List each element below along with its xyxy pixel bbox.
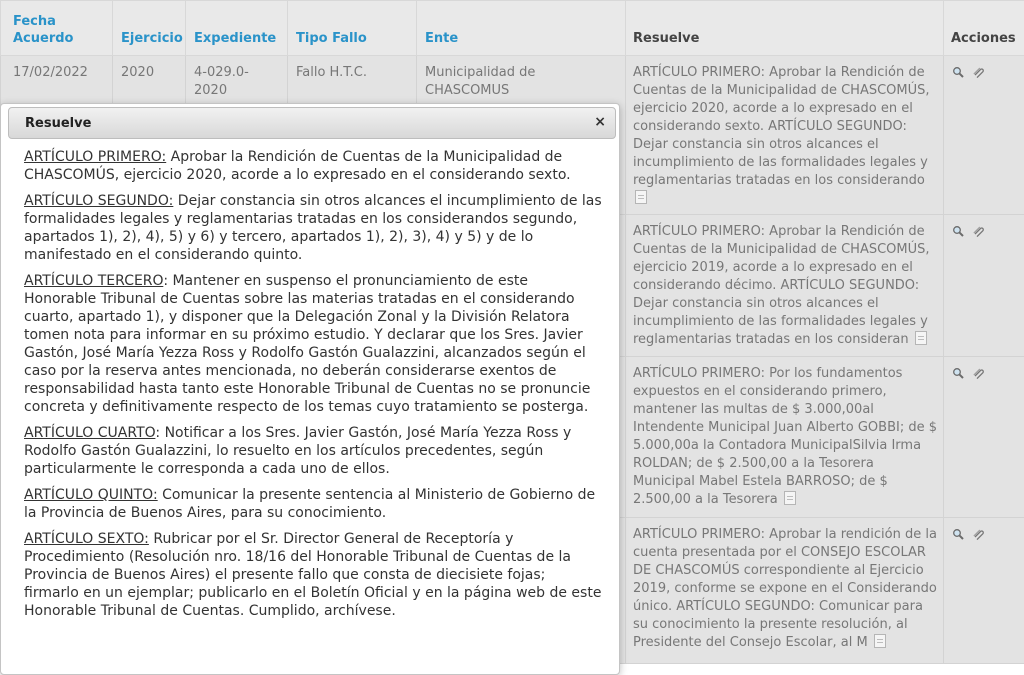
cell-resuelve <box>626 357 944 518</box>
cell-fecha: 17/02/2022 <box>1 56 113 215</box>
header-fecha-acuerdo[interactable]: Fecha Acuerdo <box>1 1 113 56</box>
article-text: Dejar constancia sin otros alcances el incumplimiento de las formalidades legales y reglamentarias tratadas en los considerandos segundo, apartados 1), 2), 4), 5) y 6) y tercero, apartados 1), 2), 3), 4) y 5) y de lo manifestado en el considerando quinto. <box>24 193 602 263</box>
dialog-body <box>24 148 602 628</box>
article-text: : Mantener en suspenso el pronunciamiento de este Honorable Tribunal de Cuentas sobre las materias tratadas en el considerando cuarto, apartado 1), y disponer que la Delegación Zonal y la División Relatora tomen nota para informar en su próximo estudio. Y declarar que los Sres. Javier Gastón, José María Yezza Ross y Rodolfo Gastón Gualazzini, alcanzados según el caso por la reserva antes mencionada, no deberán considerarse exentos de responsabilidad hasta tanto este Honorable Tribunal de Cuentas no se pronuncie concreta y definitivamente respecto de los temas cuyo tratamiento se posterga. <box>24 273 590 415</box>
header-resuelve: Resuelve <box>626 1 944 56</box>
cell-expediente: 4-029.0-2020 <box>186 56 288 215</box>
article-paragraph <box>24 192 602 264</box>
cell-acciones <box>944 357 1024 518</box>
magnifier-icon[interactable] <box>952 367 966 379</box>
article-label: ARTÍCULO TERCERO <box>24 273 163 289</box>
article-text: Comunicar la presente sentencia al Ministerio de Gobierno de la Provincia de Buenos Aires, para su conocimiento. <box>24 487 595 521</box>
article-paragraph <box>24 530 602 620</box>
resuelve-text: ARTÍCULO PRIMERO: Aprobar la Rendición de Cuentas de la Municipalidad de CHASCOMÚS, ejercicio 2020, acorde a lo expresado en el considerando sexto. ARTÍCULO SEGUNDO: Dejar constancia sin otros alcances el incumplimiento de las formalidades legales y reglamentarias tratadas en los considerando <box>633 65 930 188</box>
article-text: Rubricar por el Sr. Director General de Receptoría y Procedimiento (Resolución nro. 18/16 del Honorable Tribunal de Cuentas de la Provincia de Buenos Aires) el presente fallo que consta de diecisiete fojas; firmarlo en un ejemplar; publicarlo en el Boletín Oficial y en la página web de este Honorable Tribunal de Cuentas. Cumplido, archívese. <box>24 531 601 619</box>
article-paragraph <box>24 272 602 416</box>
cell-ente: Municipalidad de CHASCOMUS <box>417 56 626 215</box>
article-text: : Notificar a los Sres. Javier Gastón, José María Yezza Ross y Rodolfo Gastón Gualazzini, lo resuelto en los artículos precedentes, según particularmente le corresponda a cada uno de ellos. <box>24 425 571 477</box>
article-paragraph <box>24 148 602 184</box>
cell-resuelve <box>626 518 944 664</box>
header-ente[interactable]: Ente <box>417 1 626 56</box>
table-header-row <box>1 1 1024 56</box>
close-icon[interactable]: × <box>594 114 606 130</box>
cell-acciones <box>944 518 1024 664</box>
paperclip-icon[interactable] <box>972 528 986 540</box>
article-label: ARTÍCULO SEGUNDO: <box>24 193 173 209</box>
paperclip-icon[interactable] <box>972 225 986 237</box>
resuelve-text: ARTÍCULO PRIMERO: Aprobar la rendición de la cuenta presentada por el CONSEJO ESCOLAR DE CHASCOMÚS correspondiente al Ejercicio 2019, conforme se expone en el Considerando único. ARTÍCULO SEGUNDO: Comunicar para su conocimiento la presente resolución, al Presidente del Consejo Escolar, al M <box>633 527 937 650</box>
header-acciones: Acciones <box>944 1 1024 56</box>
header-ejercicio[interactable]: Ejercicio <box>113 1 186 56</box>
article-paragraph <box>24 424 602 478</box>
magnifier-icon[interactable] <box>952 528 966 540</box>
paperclip-icon[interactable] <box>972 367 986 379</box>
document-icon[interactable] <box>784 491 796 505</box>
cell-acciones <box>944 215 1024 357</box>
article-label: ARTÍCULO CUARTO <box>24 425 155 441</box>
resuelve-text: ARTÍCULO PRIMERO: Aprobar la Rendición de Cuentas de la Municipalidad de CHASCOMÚS, ejercicio 2019, acorde a lo expresado en el considerando décimo. ARTÍCULO SEGUNDO: Dejar constancia sin otros alcances el incumplimiento de las formalidades legales y reglamentarias tratadas en los consideran <box>633 224 930 347</box>
cell-acciones <box>944 56 1024 215</box>
document-icon[interactable] <box>915 331 927 345</box>
cell-ejercicio: 2020 <box>113 56 186 215</box>
document-icon[interactable] <box>635 190 647 204</box>
article-label: ARTÍCULO PRIMERO: <box>24 149 166 165</box>
resuelve-text: ARTÍCULO PRIMERO: Por los fundamentos expuestos en el considerando primero, mantener las multas de $ 3.000,00al Intendente Municipal Juan Alberto GOBBI; de $ 5.000,00a la Contadora MunicipalSilvia Irma ROLDAN; de $ 2.500,00 a la Tesorera Municipal Mabel Estela BARROSO; de $ 2.500,00 a la Tesorera <box>633 366 937 507</box>
paperclip-icon[interactable] <box>972 66 986 78</box>
article-paragraph <box>24 486 602 522</box>
document-icon[interactable] <box>874 634 886 648</box>
article-label: ARTÍCULO SEXTO: <box>24 531 149 547</box>
resuelve-dialog <box>0 103 620 675</box>
cell-tipo-fallo: Fallo H.T.C. <box>288 56 417 215</box>
header-expediente[interactable]: Expediente <box>186 1 288 56</box>
cell-resuelve <box>626 215 944 357</box>
magnifier-icon[interactable] <box>952 66 966 78</box>
dialog-title: Resuelve <box>25 116 91 131</box>
dialog-titlebar[interactable] <box>8 107 616 139</box>
magnifier-icon[interactable] <box>952 225 966 237</box>
article-label: ARTÍCULO QUINTO: <box>24 487 158 503</box>
header-tipo-fallo[interactable]: Tipo Fallo <box>288 1 417 56</box>
cell-resuelve <box>626 56 944 215</box>
article-text: Aprobar la Rendición de Cuentas de la Municipalidad de CHASCOMÚS, ejercicio 2020, acorde a lo expresado en el considerando sexto. <box>24 149 571 183</box>
